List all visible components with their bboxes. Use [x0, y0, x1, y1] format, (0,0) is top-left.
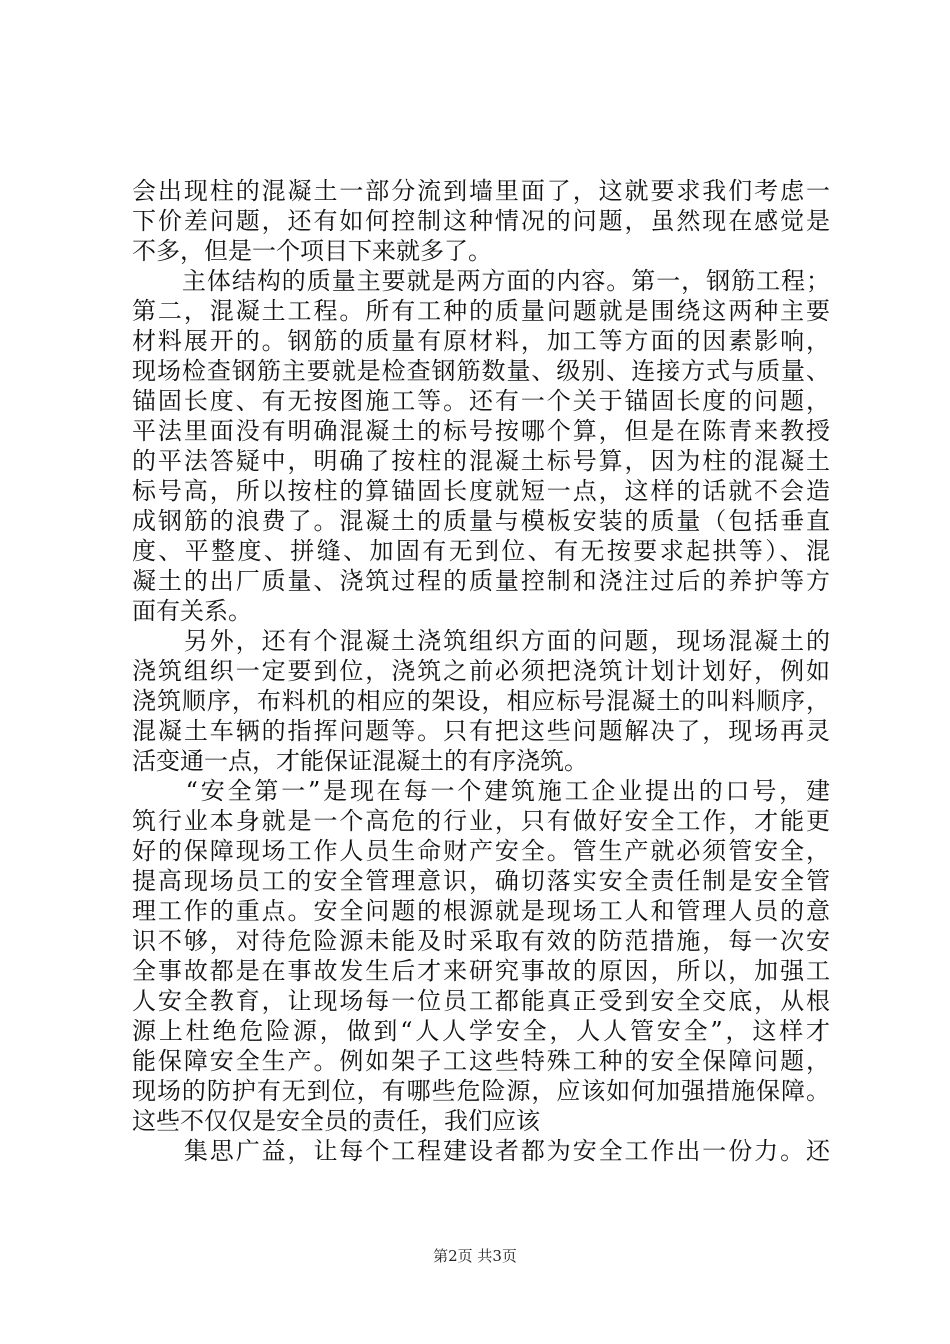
text-line: 第二，混凝土工程。所有工种的质量问题就是围绕这两种主要	[132, 297, 830, 325]
text-line: 浇筑组织一定要到位，浇筑之前必须把浇筑计划计划好，例如	[132, 657, 830, 685]
text-line: 的平法答疑中，明确了按柱的混凝土标号算，因为柱的混凝土	[132, 447, 830, 475]
text-line: 浇筑顺序，布料机的相应的架设，相应标号混凝土的叫料顺序，	[132, 687, 830, 715]
text-line: 现场的防护有无到位，有哪些危险源，应该如何加强措施保障。	[132, 1077, 830, 1105]
text-line: 度、平整度、拼缝、加固有无到位、有无按要求起拱等）、混	[132, 537, 830, 565]
text-line: 下价差问题，还有如何控制这种情况的问题，虽然现在感觉是	[132, 207, 830, 235]
text-line: 能保障安全生产。例如架子工这些特殊工种的安全保障问题，	[132, 1047, 830, 1075]
text-line: 材料展开的。钢筋的质量有原材料，加工等方面的因素影响，	[132, 327, 830, 355]
page-footer: 第2页 共3页	[433, 1247, 517, 1265]
text-line: 活变通一点，才能保证混凝土的有序浇筑。	[132, 747, 588, 775]
body-text	[132, 176, 830, 1166]
text-line: 人安全教育，让现场每一位员工都能真正受到安全交底，从根	[132, 987, 830, 1015]
text-line: 理工作的重点。安全问题的根源就是现场工人和管理人员的意	[132, 897, 830, 925]
text-line: 源上杜绝危险源，做到“人人学安全，人人管安全”，这样才	[132, 1017, 830, 1045]
text-line: 凝土的出厂质量、浇筑过程的质量控制和浇注过后的养护等方	[132, 567, 830, 595]
text-line: 好的保障现场工作人员生命财产安全。管生产就必须管安全，	[132, 837, 830, 865]
text-line: 这些不仅仅是安全员的责任，我们应该	[132, 1107, 540, 1135]
text-line: 会出现柱的混凝土一部分流到墙里面了，这就要求我们考虑一	[132, 177, 830, 205]
text-line: 不多，但是一个项目下来就多了。	[132, 237, 492, 265]
text-line: 成钢筋的浪费了。混凝土的质量与模板安装的质量（包括垂直	[132, 507, 830, 535]
text-line: 集思广益，让每个工程建设者都为安全工作出一份力。还	[132, 1137, 830, 1165]
text-line: 筑行业本身就是一个高危的行业，只有做好安全工作，才能更	[132, 807, 830, 835]
text-line: 锚固长度、有无按图施工等。还有一个关于锚固长度的问题，	[132, 387, 830, 415]
text-line: “安全第一”是现在每一个建筑施工企业提出的口号，建	[132, 777, 830, 805]
text-line: 面有关系。	[132, 597, 252, 625]
text-line: 提高现场员工的安全管理意识，确切落实安全责任制是安全管	[132, 867, 830, 895]
text-line: 全事故都是在事故发生后才来研究事故的原因，所以，加强工	[132, 957, 830, 985]
text-line: 主体结构的质量主要就是两方面的内容。第一，钢筋工程；	[132, 267, 830, 295]
text-line: 另外，还有个混凝土浇筑组织方面的问题，现场混凝土的	[132, 627, 830, 655]
text-line: 识不够，对待危险源未能及时采取有效的防范措施，每一次安	[132, 927, 830, 955]
text-line: 现场检查钢筋主要就是检查钢筋数量、级别、连接方式与质量、	[132, 357, 830, 385]
text-line: 混凝土车辆的指挥问题等。只有把这些问题解决了，现场再灵	[132, 717, 830, 745]
text-line: 标号高，所以按柱的算锚固长度就短一点，这样的话就不会造	[132, 477, 830, 505]
text-line: 平法里面没有明确混凝土的标号按哪个算，但是在陈青来教授	[132, 417, 830, 445]
